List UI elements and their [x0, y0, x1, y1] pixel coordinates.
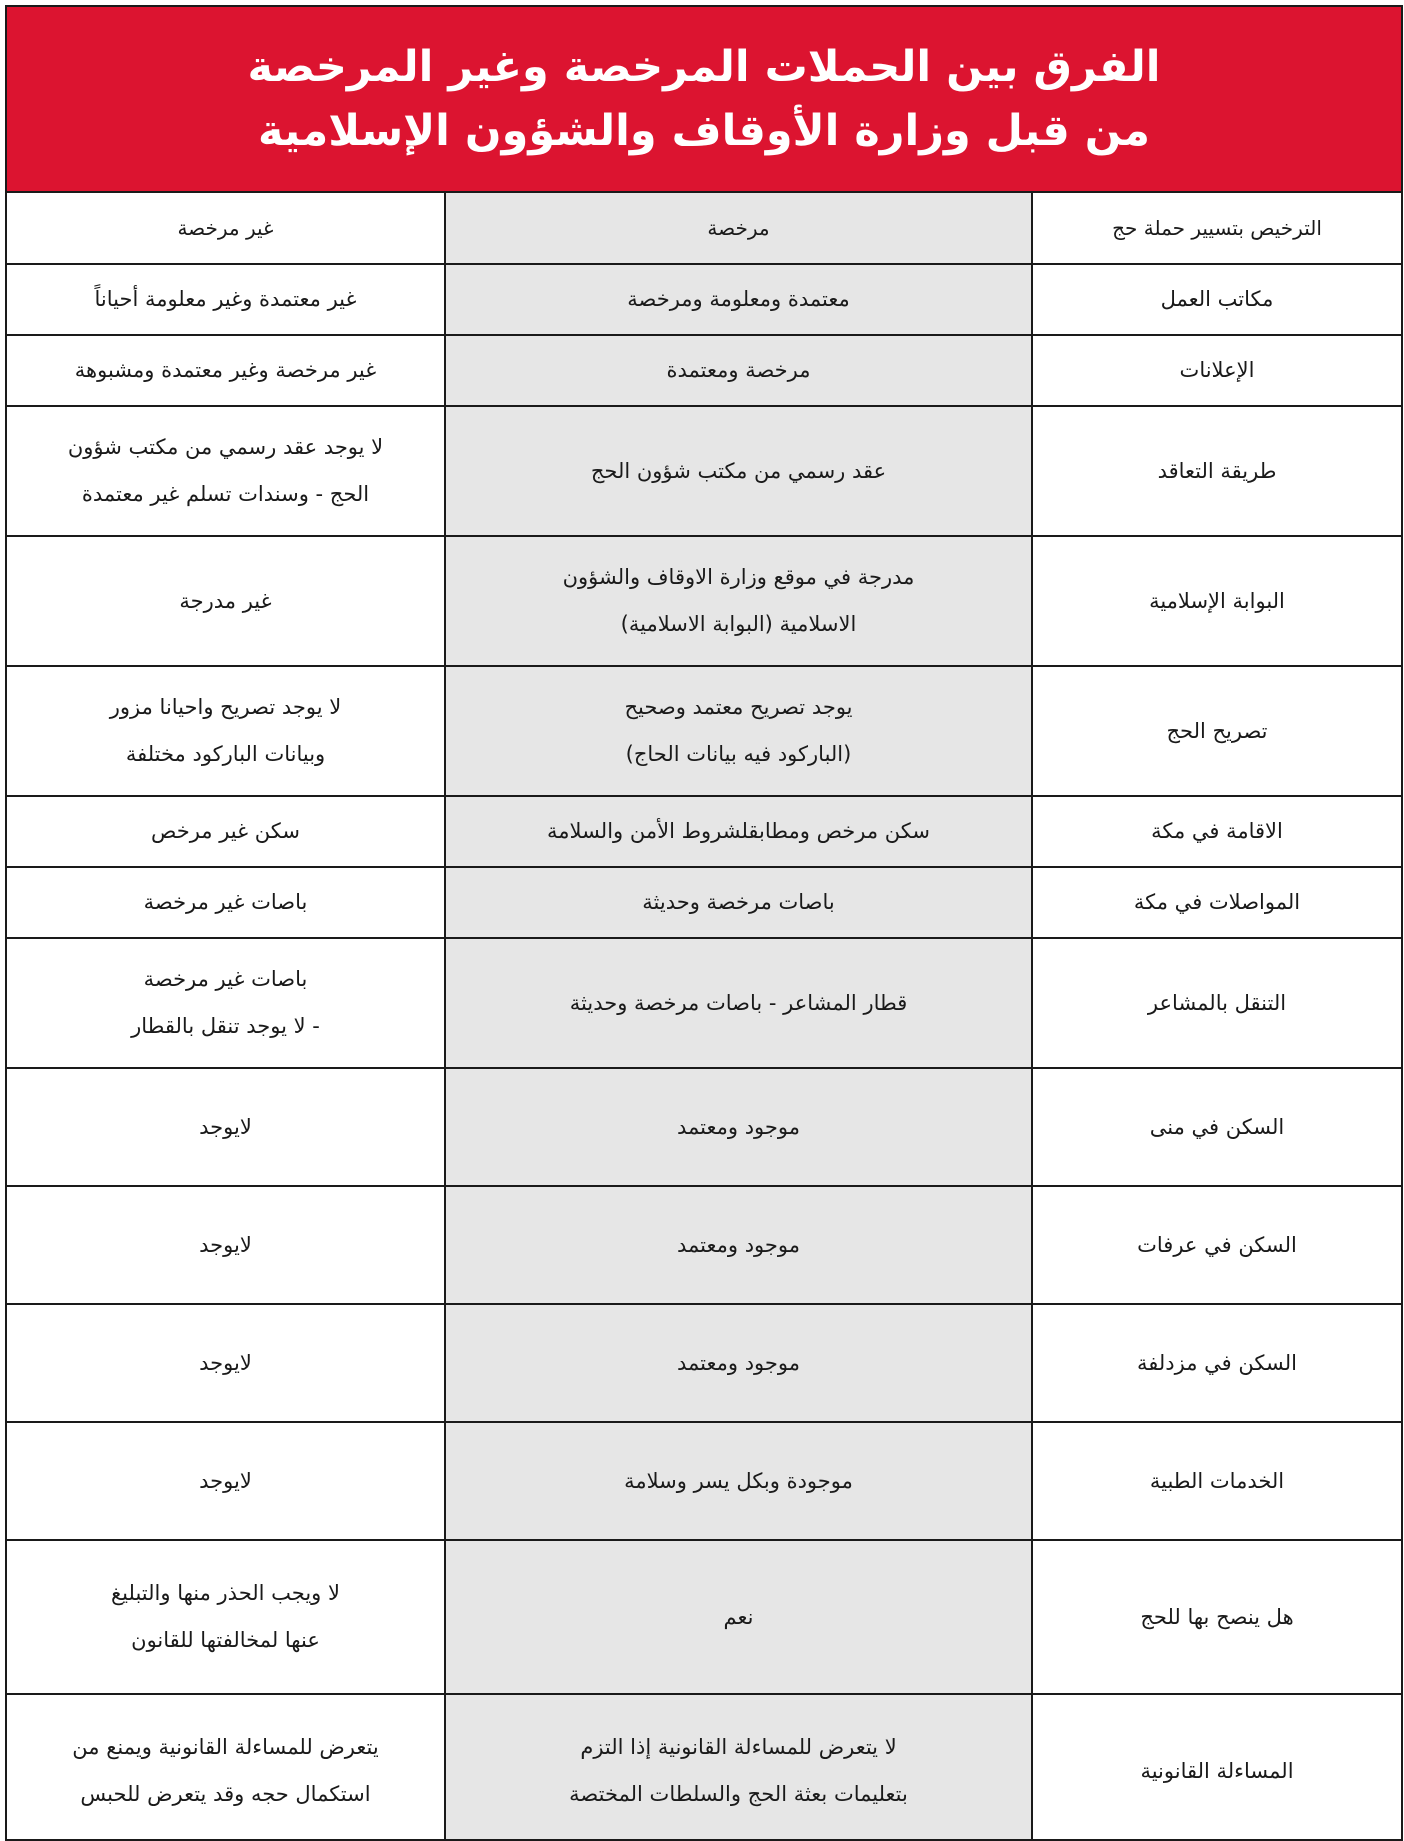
unlicensed-cell: لا ويجب الحذر منها والتبليغ عنها لمخالفتها للقانون [7, 1540, 445, 1694]
unlicensed-cell: باصات غير مرخصة - لا يوجد تنقل بالقطار [7, 938, 445, 1068]
licensed-cell: قطار المشاعر - باصات مرخصة وحديثة [445, 938, 1032, 1068]
licensed-cell: يوجد تصريح معتمد وصحيح (الباركود فيه بيانات الحاج) [445, 666, 1032, 796]
feature-cell: التنقل بالمشاعر [1032, 938, 1401, 1068]
licensed-cell: معتمدة ومعلومة ومرخصة [445, 264, 1032, 335]
unlicensed-cell: غير مدرجة [7, 536, 445, 666]
feature-cell: طريقة التعاقد [1032, 406, 1401, 536]
table-row [7, 335, 1401, 406]
table-row [7, 536, 1401, 666]
table-header-row [7, 193, 1401, 264]
feature-cell: الإعلانات [1032, 335, 1401, 406]
table-row [7, 867, 1401, 938]
unlicensed-cell: سكن غير مرخص [7, 796, 445, 867]
unlicensed-cell: غير مرخصة وغير معتمدة ومشبوهة [7, 335, 445, 406]
table-row [7, 1422, 1401, 1540]
unlicensed-cell: لا يوجد عقد رسمي من مكتب شؤون الحج - وسندات تسلم غير معتمدة [7, 406, 445, 536]
feature-cell: هل ينصح بها للحج [1032, 1540, 1401, 1694]
licensed-cell: عقد رسمي من مكتب شؤون الحج [445, 406, 1032, 536]
feature-cell: الخدمات الطبية [1032, 1422, 1401, 1540]
table-row [7, 264, 1401, 335]
title-line-2: من قبل وزارة الأوقاف والشؤون الإسلامية [257, 106, 1151, 156]
table-row [7, 938, 1401, 1068]
table-row [7, 1304, 1401, 1422]
feature-cell: السكن في مزدلفة [1032, 1304, 1401, 1422]
table-row [7, 666, 1401, 796]
column-header-unlicensed: غير مرخصة [7, 193, 445, 264]
feature-cell: البوابة الإسلامية [1032, 536, 1401, 666]
licensed-cell: نعم [445, 1540, 1032, 1694]
feature-cell: الاقامة في مكة [1032, 796, 1401, 867]
table-row [7, 1186, 1401, 1304]
unlicensed-cell: لايوجد [7, 1068, 445, 1186]
feature-cell: تصريح الحج [1032, 666, 1401, 796]
unlicensed-cell: غير معتمدة وغير معلومة أحياناً [7, 264, 445, 335]
licensed-cell: مدرجة في موقع وزارة الاوقاف والشؤون الاسلامية (البوابة الاسلامية) [445, 536, 1032, 666]
comparison-table [7, 193, 1401, 1841]
licensed-cell: سكن مرخص ومطابقلشروط الأمن والسلامة [445, 796, 1032, 867]
unlicensed-cell: باصات غير مرخصة [7, 867, 445, 938]
licensed-cell: لا يتعرض للمساءلة القانونية إذا التزم بتعليمات بعثة الحج والسلطات المختصة [445, 1694, 1032, 1841]
unlicensed-cell: لايوجد [7, 1422, 445, 1540]
unlicensed-cell: لا يوجد تصريح واحيانا مزور وبيانات الباركود مختلفة [7, 666, 445, 796]
unlicensed-cell: لايوجد [7, 1304, 445, 1422]
licensed-cell: موجود ومعتمد [445, 1068, 1032, 1186]
unlicensed-cell: لايوجد [7, 1186, 445, 1304]
column-header-feature: الترخيص بتسيير حملة حج [1032, 193, 1401, 264]
infographic-document [5, 5, 1403, 1841]
feature-cell: المواصلات في مكة [1032, 867, 1401, 938]
feature-cell: السكن في منى [1032, 1068, 1401, 1186]
title-banner [7, 7, 1401, 193]
licensed-cell: باصات مرخصة وحديثة [445, 867, 1032, 938]
licensed-cell: موجود ومعتمد [445, 1304, 1032, 1422]
feature-cell: المساءلة القانونية [1032, 1694, 1401, 1841]
title-line-1: الفرق بين الحملات المرخصة وغير المرخصة [247, 42, 1161, 92]
licensed-cell: مرخصة ومعتمدة [445, 335, 1032, 406]
table-row [7, 406, 1401, 536]
licensed-cell: موجود ومعتمد [445, 1186, 1032, 1304]
unlicensed-cell: يتعرض للمساءلة القانونية ويمنع من استكمال حجه وقد يتعرض للحبس [7, 1694, 445, 1841]
feature-cell: مكاتب العمل [1032, 264, 1401, 335]
licensed-cell: موجودة وبكل يسر وسلامة [445, 1422, 1032, 1540]
column-header-licensed: مرخصة [445, 193, 1032, 264]
table-row [7, 1694, 1401, 1841]
table-row [7, 796, 1401, 867]
feature-cell: السكن في عرفات [1032, 1186, 1401, 1304]
table-row [7, 1068, 1401, 1186]
table-row [7, 1540, 1401, 1694]
